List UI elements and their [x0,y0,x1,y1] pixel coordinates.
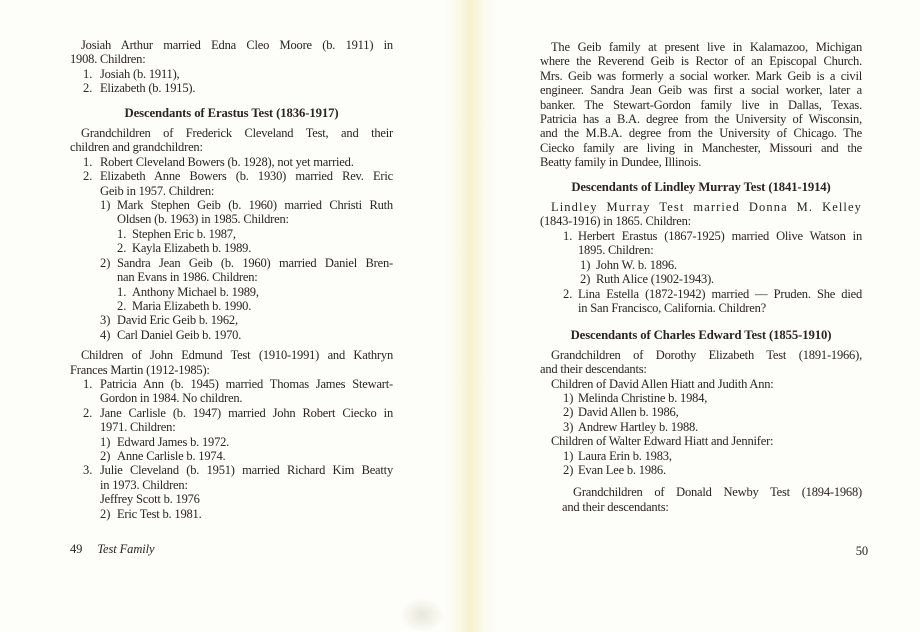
text-line: where the Reverend Geib is Rector of an Episcopal Church. [540,54,862,69]
list-marker: 2) [580,272,591,287]
list-marker: 3) [100,313,111,328]
list-marker: 2) [563,462,574,477]
text-line: and the M.B.A. degree from the University of Chicago. The [540,126,862,141]
list-text: Kayla Elizabeth b. 1989. [132,241,252,256]
text-line [540,258,862,272]
list-marker: 1. [117,226,127,241]
page-left-footer [70,542,154,557]
text-line [70,285,393,299]
text-line: Children of Walter Edward Hiatt and Jennifer: [551,434,774,449]
list-text: Anne Carlisle b. 1974. [117,448,226,463]
list-text: Carl Daniel Geib b. 1970. [117,327,242,342]
text-line: Jeffrey Scott b. 1976 [100,492,200,507]
text-line [70,299,393,313]
list-marker: 2) [100,448,111,463]
list-marker: 2. [83,169,93,184]
list-text: David Eric Geib b. 1962, [117,313,238,328]
list-marker: 1) [563,390,574,405]
list-text: Evan Lee b. 1986. [578,462,666,477]
list-text: Sandra Jean Geib (b. 1960) married Daniel Bren- [117,255,393,270]
text-line: in 1973. Children: [100,477,188,492]
list-marker: 1) [563,448,574,463]
list-marker: 1) [580,257,591,272]
text-line [540,229,862,243]
text-line [70,328,393,342]
text-line [70,155,393,169]
text-line [540,405,862,419]
list-text: Julie Cleveland (b. 1951) married Richard Kim Beatty [100,463,393,478]
list-marker: 1. [117,284,127,299]
list-marker: 2. [117,241,127,256]
list-text: Stephen Eric b. 1987, [132,226,236,241]
text-line [540,449,862,463]
text-line: Geib in 1957. Children: [100,183,215,198]
list-marker: 2. [83,405,93,420]
text-line: children and grandchildren: [70,140,203,155]
text-line: Children of David Allen Hiatt and Judith Ann: [551,376,774,391]
text-line: Beatty family in Dundee, Illinois. [540,155,702,170]
text-line: Children of John Edmund Test (1910-1991) and Kathryn [81,348,393,363]
text-line [70,377,393,391]
text-line: and their descendants: [562,499,669,514]
text-line [70,227,393,241]
list-text: Elizabeth (b. 1915). [100,81,196,96]
text-line [540,272,862,286]
text-line: engineer. Sandra Jean Geib was first a social worker, later a [540,83,862,98]
text-line: banker. The Stewart-Gordon family live in Dallas, Texas. [540,97,862,112]
text-line: 1908. Children: [70,52,146,67]
text-line [70,256,393,270]
list-text: Mark Stephen Geib (b. 1960) married Christi Ruth [117,198,393,213]
list-marker: 2. [563,286,573,301]
text-line: Frances Martin (1912-1985): [70,362,210,377]
text-line [540,420,862,434]
list-text: Patricia Ann (b. 1945) married Thomas James Stewart- [100,376,393,391]
text-line: nan Evans in 1986. Children: [117,270,258,285]
text-line: Lindley Murray Test married Donna M. Kelley [551,200,862,215]
text-line: Oldsen (b. 1963) in 1985. Children: [117,212,289,227]
page-number-right: 50 [855,544,868,558]
list-marker: 1. [83,66,93,81]
text-line: The Geib family at present live in Kalamazoo, Michigan [551,40,862,54]
page-right-text [540,40,862,514]
text-line [70,313,393,327]
text-line [70,507,393,521]
text-line: Mrs. Geib was formerly a social worker. Mark Geib is a civil [540,68,862,83]
list-marker: 3. [83,463,93,478]
text-line: Patricia has a B.A. degree from the University of Wisconsin, [540,112,862,127]
list-text: Melinda Christine b. 1984, [578,390,708,405]
list-marker: 2. [83,81,93,96]
section-heading: Descendants of Charles Edward Test (1855-1910) [570,328,832,343]
list-text: Eric Test b. 1981. [117,506,202,521]
list-marker: 2) [563,405,574,420]
section-heading: Descendants of Lindley Murray Test (1841-1914) [571,179,831,194]
text-line [70,67,393,81]
list-text: Lina Estella (1872-1942) married — Pruden. She died [578,286,862,301]
text-line [540,391,862,405]
text-line: in San Francisco, California. Children? [578,300,766,315]
list-text: Andrew Hartley b. 1988. [578,419,699,434]
text-line: 1895. Children: [578,243,654,258]
list-text: Robert Cleveland Bowers (b. 1928), not yet married. [100,154,354,169]
text-line: Gordon in 1984. No children. [100,391,243,406]
text-line: Ciecko family are living in Manchester, Missouri and the [540,140,862,155]
list-marker: 2) [100,255,111,270]
list-text: Maria Elizabeth b. 1990. [132,298,252,313]
text-line [540,463,862,477]
list-text: John W. b. 1896. [596,257,677,272]
list-text: Laura Erin b. 1983, [578,448,672,463]
text-line [70,81,393,95]
text-line [70,463,393,477]
list-text: David Allen b. 1986, [578,405,679,420]
list-text: Elizabeth Anne Bowers (b. 1930) married Rev. Eric [100,169,393,184]
text-line [70,241,393,255]
text-line [70,435,393,449]
section-heading: Descendants of Erastus Test (1836-1917) [124,105,339,120]
page-right [490,0,920,632]
list-marker: 4) [100,327,111,342]
text-line: Grandchildren of Dorothy Elizabeth Test (1891-1966), [551,347,862,362]
text-line: Josiah Arthur married Edna Cleo Moore (b. 1911) in [81,38,393,52]
text-line: (1843-1916) in 1865. Children: [540,214,691,229]
text-line [70,198,393,212]
text-line [70,169,393,183]
list-marker: 3) [563,419,574,434]
text-line [540,287,862,301]
list-text: Herbert Erastus (1867-1925) married Olive Watson in [578,228,862,243]
list-marker: 1. [83,376,93,391]
page-number-left: 49 [70,542,83,556]
text-line: Grandchildren of Frederick Cleveland Test, and their [81,126,393,141]
list-marker: 1) [100,198,111,213]
text-line: and their descendants: [540,362,647,377]
running-title: Test Family [97,542,155,556]
list-marker: 1. [83,154,93,169]
text-line [70,449,393,463]
list-text: Ruth Alice (1902-1943). [596,272,714,287]
list-text: Jane Carlisle (b. 1947) married John Robert Ciecko in [100,405,393,420]
list-text: Josiah (b. 1911), [100,66,180,81]
page-left [0,0,455,632]
list-text: Anthony Michael b. 1989, [132,284,259,299]
page-right-footer [540,544,868,559]
list-marker: 2) [100,506,111,521]
list-marker: 1. [563,228,573,243]
list-marker: 1) [100,434,111,449]
text-line [70,406,393,420]
text-line: Grandchildren of Donald Newby Test (1894-1968) [573,485,862,500]
text-line: 1971. Children: [100,420,176,435]
list-text: Edward James b. 1972. [117,434,230,449]
page-left-text [70,38,393,521]
list-marker: 2. [117,298,127,313]
